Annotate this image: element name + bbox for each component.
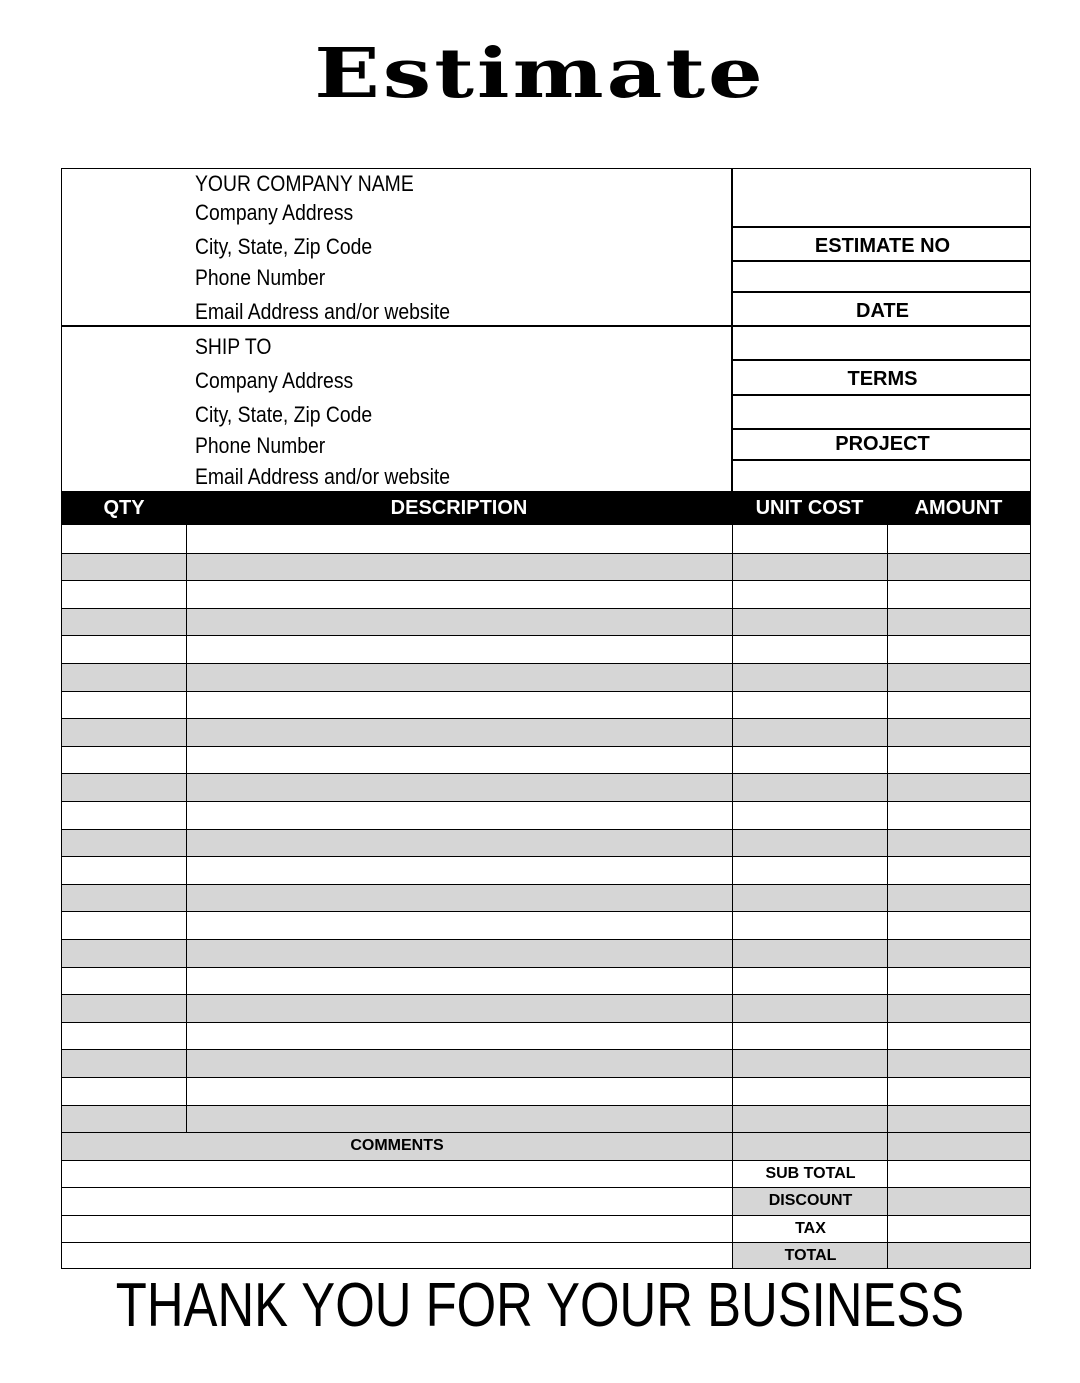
unit-cost-cell[interactable] — [733, 774, 888, 801]
unit-cost-cell[interactable] — [733, 1078, 888, 1105]
meta-line — [732, 394, 1030, 396]
table-row — [62, 553, 1030, 581]
qty-cell[interactable] — [62, 857, 187, 884]
amount-cell[interactable] — [888, 1106, 1030, 1133]
qty-cell[interactable] — [62, 912, 187, 939]
comments-unit-cell — [733, 1133, 888, 1160]
qty-cell[interactable] — [62, 802, 187, 829]
table-row — [62, 746, 1030, 774]
table-row — [62, 1022, 1030, 1050]
table-row — [62, 829, 1030, 857]
unit-cost-cell[interactable] — [733, 636, 888, 663]
description-cell[interactable] — [187, 802, 733, 829]
header-divider-vertical — [731, 169, 733, 491]
meta-line — [732, 291, 1030, 293]
description-cell[interactable] — [187, 719, 733, 746]
comments-line-cell — [62, 1243, 733, 1268]
qty-cell[interactable] — [62, 554, 187, 581]
company-phone[interactable]: Phone Number — [195, 265, 326, 290]
qty-cell[interactable] — [62, 940, 187, 967]
description-cell[interactable] — [187, 912, 733, 939]
amount-cell[interactable] — [888, 525, 1030, 553]
amount-cell[interactable] — [888, 609, 1030, 636]
amount-cell[interactable] — [888, 1078, 1030, 1105]
table-row — [62, 635, 1030, 663]
project-label: PROJECT — [835, 433, 930, 455]
amount-cell[interactable] — [888, 940, 1030, 967]
description-cell[interactable] — [187, 636, 733, 663]
amount-cell[interactable] — [888, 664, 1030, 691]
qty-cell[interactable] — [62, 1078, 187, 1105]
qty-cell[interactable] — [62, 692, 187, 719]
table-row — [62, 1077, 1030, 1105]
amount-cell[interactable] — [888, 692, 1030, 719]
description-cell[interactable] — [187, 1050, 733, 1077]
discount-value[interactable] — [888, 1188, 1030, 1215]
description-cell[interactable] — [187, 747, 733, 774]
estimate-form — [61, 168, 1031, 1269]
ship-to-heading: SHIP TO — [195, 334, 272, 359]
tax-value[interactable] — [888, 1216, 1030, 1243]
meta-line — [732, 459, 1030, 461]
amount-cell[interactable] — [888, 830, 1030, 857]
qty-cell[interactable] — [62, 525, 187, 553]
comments-line-cell — [62, 1161, 733, 1188]
table-header — [62, 491, 1030, 525]
qty-cell[interactable] — [62, 719, 187, 746]
meta-line — [732, 359, 1030, 361]
table-row — [62, 801, 1030, 829]
qty-cell[interactable] — [62, 636, 187, 663]
unit-cost-cell[interactable] — [733, 609, 888, 636]
qty-cell[interactable] — [62, 1050, 187, 1077]
description-cell[interactable] — [187, 581, 733, 608]
company-shipto-divider — [62, 325, 731, 327]
description-cell[interactable] — [187, 1078, 733, 1105]
unit-cost-cell[interactable] — [733, 1106, 888, 1133]
qty-cell[interactable] — [62, 774, 187, 801]
unit-cost-cell[interactable] — [733, 885, 888, 912]
meta-line — [732, 428, 1030, 430]
qty-cell[interactable] — [62, 1023, 187, 1050]
description-cell[interactable] — [187, 609, 733, 636]
qty-cell[interactable] — [62, 747, 187, 774]
comments-label: COMMENTS — [350, 1137, 444, 1154]
unit-cost-cell[interactable] — [733, 912, 888, 939]
company-name[interactable]: YOUR COMPANY NAME — [195, 171, 414, 196]
amount-cell[interactable] — [888, 968, 1030, 995]
company-email[interactable]: Email Address and/or website — [195, 299, 451, 324]
description-cell[interactable] — [187, 830, 733, 857]
ship-to-address[interactable]: Company Address — [195, 368, 354, 393]
description-cell[interactable] — [187, 554, 733, 581]
table-row — [62, 1049, 1030, 1077]
unit-cost-cell[interactable] — [733, 581, 888, 608]
total-value[interactable] — [888, 1243, 1030, 1268]
unit-cost-cell[interactable] — [733, 830, 888, 857]
qty-cell[interactable] — [62, 609, 187, 636]
terms-label: TERMS — [847, 368, 918, 390]
amount-cell[interactable] — [888, 636, 1030, 663]
comments-line-cell — [62, 1216, 733, 1243]
unit-cost-cell[interactable] — [733, 940, 888, 967]
meta-line — [732, 226, 1030, 228]
unit-cost-cell[interactable] — [733, 995, 888, 1022]
amount-cell[interactable] — [888, 581, 1030, 608]
thank-you-message: THANK YOU FOR YOUR BUSINESS — [115, 1271, 965, 1340]
description-cell[interactable] — [187, 857, 733, 884]
date-label: DATE — [856, 300, 909, 322]
table-row — [62, 525, 1030, 553]
amount-cell[interactable] — [888, 1023, 1030, 1050]
description-header: DESCRIPTION — [390, 497, 528, 519]
unit-cost-cell[interactable] — [733, 719, 888, 746]
sub-total-label: SUB TOTAL — [765, 1165, 856, 1182]
table-row — [62, 911, 1030, 939]
qty-cell[interactable] — [62, 1106, 187, 1133]
unit-cost-cell[interactable] — [733, 1023, 888, 1050]
amount-header: AMOUNT — [914, 497, 1003, 519]
qty-cell[interactable] — [62, 995, 187, 1022]
total-label: TOTAL — [784, 1247, 837, 1264]
qty-header: QTY — [103, 497, 145, 519]
unit-cost-cell[interactable] — [733, 968, 888, 995]
comments-line-cell — [62, 1188, 733, 1215]
unit-cost-header: UNIT COST — [755, 497, 864, 519]
amount-cell[interactable] — [888, 719, 1030, 746]
company-address[interactable]: Company Address — [195, 200, 354, 225]
table-row — [62, 663, 1030, 691]
qty-cell[interactable] — [62, 885, 187, 912]
description-cell[interactable] — [187, 885, 733, 912]
description-cell[interactable] — [187, 525, 733, 553]
amount-cell[interactable] — [888, 912, 1030, 939]
table-row — [62, 939, 1030, 967]
qty-cell[interactable] — [62, 581, 187, 608]
amount-cell[interactable] — [888, 857, 1030, 884]
unit-cost-cell[interactable] — [733, 554, 888, 581]
unit-cost-cell[interactable] — [733, 664, 888, 691]
meta-line — [732, 260, 1030, 262]
amount-cell[interactable] — [888, 774, 1030, 801]
ship-to-phone[interactable]: Phone Number — [195, 433, 326, 458]
estimate-no-label: ESTIMATE NO — [814, 235, 951, 257]
description-cell[interactable] — [187, 664, 733, 691]
document-title: Estimate — [314, 33, 766, 115]
ship-to-city-state-zip[interactable]: City, State, Zip Code — [195, 402, 373, 427]
description-cell[interactable] — [187, 774, 733, 801]
amount-cell[interactable] — [888, 885, 1030, 912]
amount-cell[interactable] — [888, 747, 1030, 774]
discount-label: DISCOUNT — [768, 1192, 853, 1209]
amount-cell[interactable] — [888, 554, 1030, 581]
table-row — [62, 773, 1030, 801]
amount-cell[interactable] — [888, 802, 1030, 829]
qty-cell[interactable] — [62, 664, 187, 691]
unit-cost-cell[interactable] — [733, 857, 888, 884]
meta-line — [732, 325, 1030, 327]
unit-cost-cell[interactable] — [733, 1050, 888, 1077]
amount-cell[interactable] — [888, 1050, 1030, 1077]
unit-cost-cell[interactable] — [733, 802, 888, 829]
table-row — [62, 580, 1030, 608]
table-row — [62, 691, 1030, 719]
ship-to-email[interactable]: Email Address and/or website — [195, 464, 451, 489]
table-row — [62, 884, 1030, 912]
description-cell[interactable] — [187, 1023, 733, 1050]
description-cell[interactable] — [187, 940, 733, 967]
qty-cell[interactable] — [62, 830, 187, 857]
description-cell[interactable] — [187, 995, 733, 1022]
unit-cost-cell[interactable] — [733, 747, 888, 774]
table-row — [62, 967, 1030, 995]
table-row — [62, 608, 1030, 636]
table-row — [62, 718, 1030, 746]
qty-cell[interactable] — [62, 968, 187, 995]
sub-total-value[interactable] — [888, 1161, 1030, 1188]
table-row — [62, 856, 1030, 884]
description-cell[interactable] — [187, 692, 733, 719]
tax-label: TAX — [795, 1220, 826, 1237]
amount-cell[interactable] — [888, 995, 1030, 1022]
unit-cost-cell[interactable] — [733, 525, 888, 553]
company-city-state-zip[interactable]: City, State, Zip Code — [195, 234, 373, 259]
table-row — [62, 994, 1030, 1022]
table-row — [62, 1105, 1030, 1133]
description-cell[interactable] — [187, 968, 733, 995]
description-cell[interactable] — [187, 1106, 733, 1133]
unit-cost-cell[interactable] — [733, 692, 888, 719]
